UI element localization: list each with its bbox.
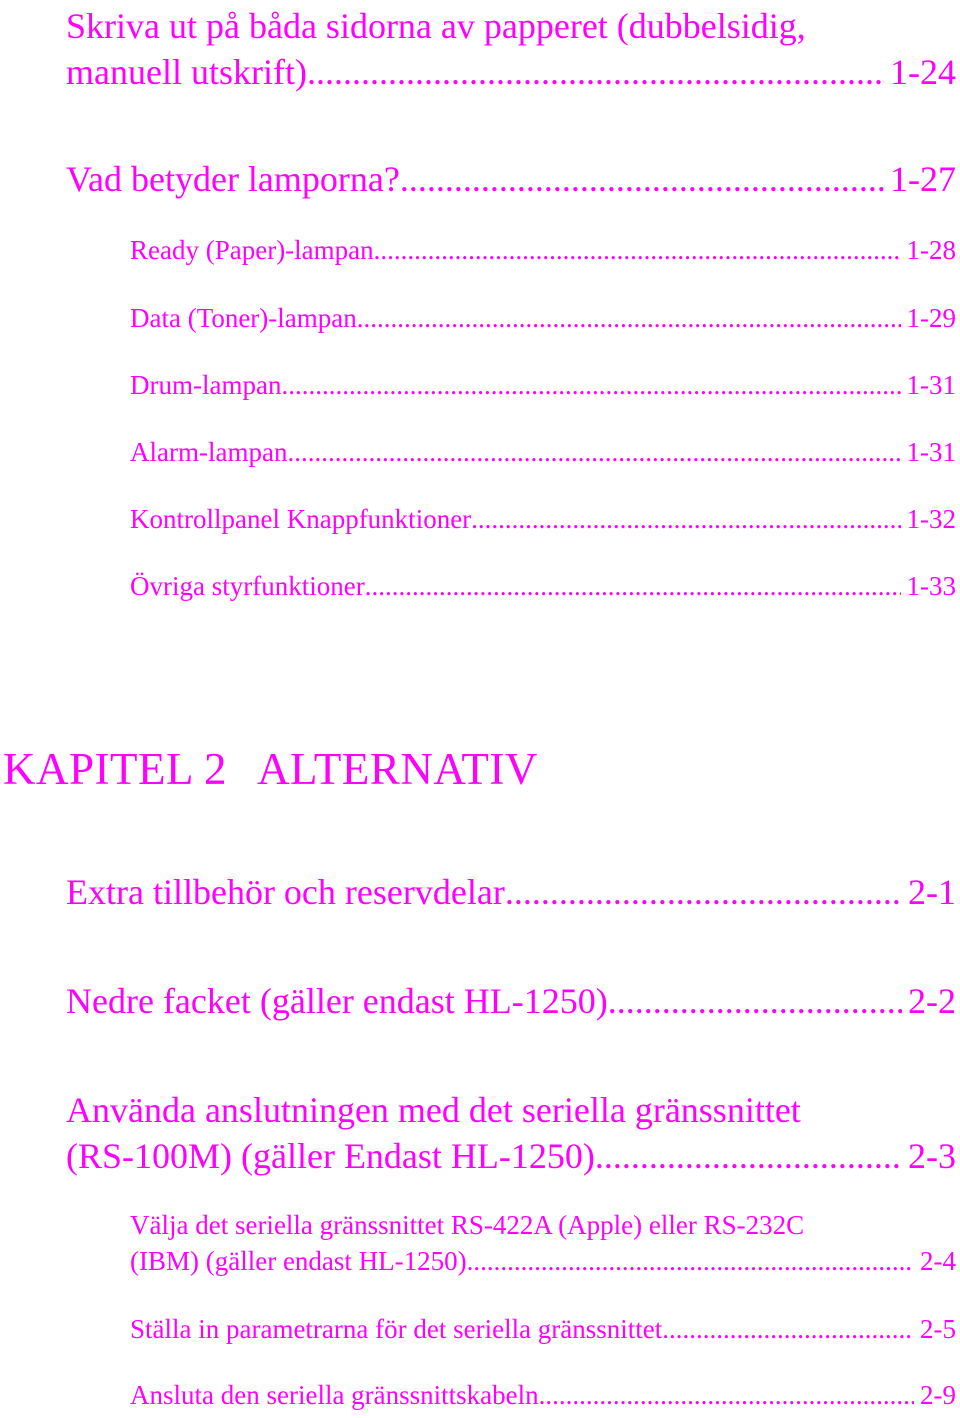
toc-entry-nedre-facket[interactable] [66,978,956,1024]
toc-page-number: 2-3 [908,1136,956,1176]
toc-subentry-kontrollpanel[interactable] [130,501,956,537]
toc-subentry-drum-lampan[interactable] [130,367,956,403]
toc-entry-title: (IBM) (gäller endast HL-1250) [130,1246,467,1276]
dot-leader [662,1311,914,1347]
toc-page-number: 1-33 [906,571,956,601]
dot-leader [357,300,901,336]
dot-leader [374,232,901,268]
toc-subentry-ready-lampan[interactable] [130,232,956,268]
dot-leader [287,434,900,470]
toc-entry-title-line: Välja det seriella gränssnittet RS-422A (Apple) eller RS-232C [130,1210,805,1240]
toc-subentry-parametrar[interactable] [130,1311,956,1347]
dot-leader [307,49,884,95]
toc-entry-title: Ansluta den seriella gränssnittskabeln [130,1380,539,1410]
toc-subentry-valja-gransnitt[interactable] [130,1207,956,1279]
dot-leader [505,869,902,915]
toc-page-number: 2-4 [920,1246,956,1276]
toc-entry-title-line: Skriva ut på båda sidorna av papperet (dubbelsidig, [66,6,806,46]
dot-leader [608,978,902,1024]
chapter-title: ALTERNATIV [257,744,538,794]
toc-entry-title: Drum-lampan [130,370,282,400]
toc-page-number: 2-5 [920,1314,956,1344]
dot-leader [539,1377,914,1413]
toc-entry-title: Ready (Paper)-lampan [130,235,374,265]
toc-page-number: 1-28 [906,235,956,265]
toc-entry-title: Ställa in parametrarna för det seriella gränssnittet [130,1314,663,1344]
dot-leader [400,156,884,202]
dot-leader [595,1133,902,1179]
toc-entry-title: Vad betyder lamporna? [66,159,400,199]
toc-subentry-alarm-lampan[interactable] [130,434,956,470]
toc-page-number: 2-9 [920,1380,956,1410]
toc-entry-seriella-gransnittet[interactable] [66,1087,956,1179]
toc-entry-extra-tillbehor[interactable] [66,869,956,915]
toc-page-number: 1-31 [906,370,956,400]
toc-entry-title: (RS-100M) (gäller Endast HL-1250) [66,1136,595,1176]
toc-subentry-data-lampan[interactable] [130,300,956,336]
toc-entry-title: Extra tillbehör och reservdelar [66,872,505,912]
toc-entry-title: Data (Toner)-lampan [130,303,357,333]
dot-leader [467,1243,914,1279]
toc-entry-title: manuell utskrift) [66,52,307,92]
toc-page-number: 1-31 [906,437,956,467]
toc-entry-title: Nedre facket (gäller endast HL-1250) [66,981,608,1021]
toc-entry-title: Kontrollpanel Knappfunktioner [130,504,472,534]
toc-page-number: 2-1 [908,872,956,912]
toc-entry-lamporna[interactable] [66,156,956,202]
toc-entry-title: Övriga styrfunktioner [130,571,365,601]
dot-leader [365,568,901,604]
chapter-number: KAPITEL 2 [3,744,228,794]
toc-entry-dubbelsidig-utskrift[interactable] [66,3,956,95]
toc-subentry-styrfunktioner[interactable] [130,568,956,604]
toc-page-number: 1-24 [890,52,956,92]
toc-page-number: 1-29 [906,303,956,333]
chapter-heading[interactable] [3,742,538,796]
toc-subentry-ansluta-kabel[interactable] [130,1377,956,1413]
toc-page-number: 2-2 [908,981,956,1021]
dot-leader [281,367,900,403]
toc-page-number: 1-32 [906,504,956,534]
toc-entry-title-line: Använda anslutningen med det seriella gränssnittet [66,1090,801,1130]
toc-page-number: 1-27 [890,159,956,199]
dot-leader [471,501,900,537]
toc-entry-title: Alarm-lampan [130,437,288,467]
